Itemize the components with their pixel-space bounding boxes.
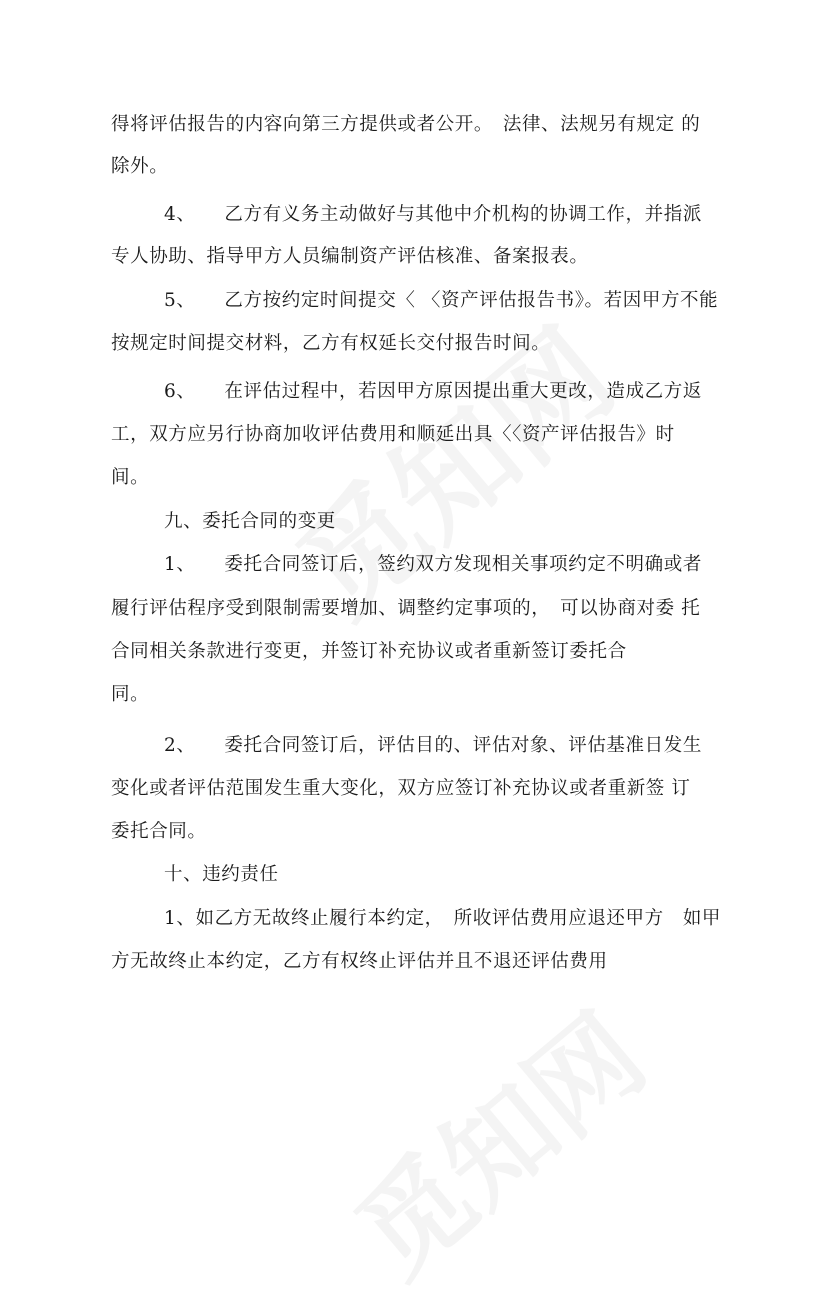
clause-2-line: 变化或者评估范围发生重大变化，双方应签订补充协议或者重新签 订 xyxy=(111,778,691,799)
section-heading-contract-change: 九、委托合同的变更 xyxy=(164,511,336,532)
clause-2-line: 委托合同。 xyxy=(111,821,207,842)
paragraph-line: 得将评估报告的内容向第三方提供或者公开。 法律、法规另有规定 的 xyxy=(111,114,701,135)
clause-6-line: 工，双方应另行协商加收评估费用和顺延出具〈〈资产评估报告》时 xyxy=(111,424,675,445)
clause-5-line: 按规定时间提交材料，乙方有权延长交付报告时间。 xyxy=(111,333,551,354)
clause-5-line: 5、 乙方按约定时间提交〈 〈资产评估报告书》。若因甲方不能 xyxy=(164,290,719,311)
clause-1-line: 履行评估程序受到限制需要增加、调整约定事项的， 可以协商对委 托 xyxy=(111,598,701,619)
section-heading-liability: 十、违约责任 xyxy=(164,864,279,885)
clause-6-line: 6、 在评估过程中，若因甲方原因提出重大更改，造成乙方返 xyxy=(164,381,702,402)
clause-6-line: 间。 xyxy=(111,467,150,488)
watermark xyxy=(318,972,672,1305)
clause-1-line: 合同相关条款进行变更，并签订补充协议或者重新签订委托合 xyxy=(111,641,627,662)
clause-4-line: 专人协助、指导甲方人员编制资产评估核准、备案报表。 xyxy=(111,246,589,267)
clause-1-line: 同。 xyxy=(111,684,150,705)
clause-2-line: 2、 委托合同签订后，评估目的、评估对象、评估基准日发生 xyxy=(164,735,702,756)
paragraph-line: 除外。 xyxy=(111,156,169,177)
liability-clause-1-line: 方无故终止本约定，乙方有权终止评估并且不退还评估费用 xyxy=(111,951,608,972)
clause-4-line: 4、 乙方有义务主动做好与其他中介机构的协调工作，并指派 xyxy=(164,204,702,225)
liability-clause-1-line: 1、如乙方无故终止履行本约定， 所收评估费用应退还甲方 如甲 xyxy=(164,908,722,929)
clause-1-line: 1、 委托合同签订后，签约双方发现相关事项约定不明确或者 xyxy=(164,554,702,575)
